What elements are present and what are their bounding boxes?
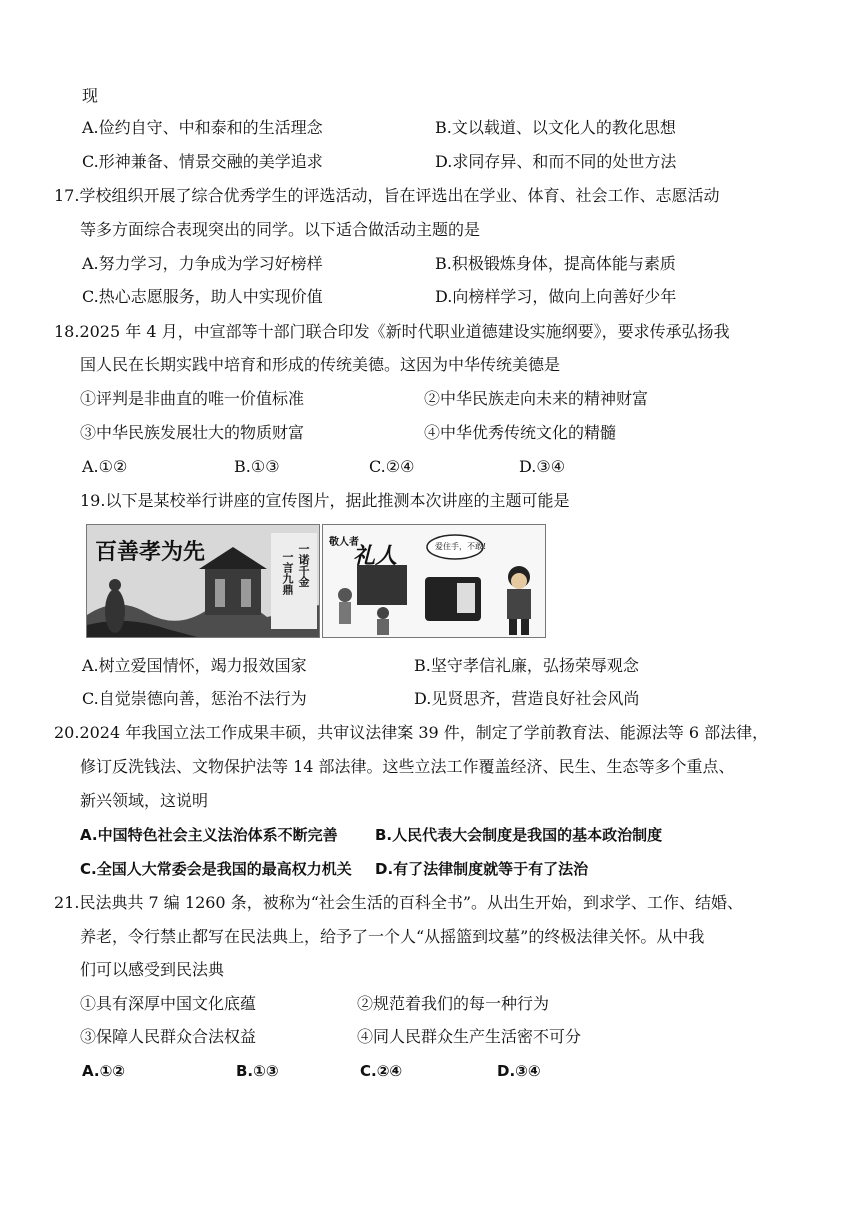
q21-item-1: ①具有深厚中国文化底蕴 — [80, 994, 257, 1013]
q20-option-d: D.有了法律制度就等于有了法治 — [375, 860, 589, 878]
q21-option-b: B.①③ — [236, 1062, 279, 1080]
q19-option-c: C.自觉崇德向善，惩治不法行为 — [82, 689, 307, 708]
q16-option-a: A.俭约自守、中和泰和的生活理念 — [82, 118, 323, 137]
q19-option-d: D.见贤思齐，营造良好社会风尚 — [414, 689, 640, 708]
q18-item-3: ③中华民族发展壮大的物质财富 — [80, 423, 305, 442]
q20-option-b: B.人民代表大会制度是我国的基本政治制度 — [375, 826, 663, 844]
q18-stem-line2: 国人民在长期实践中培育和形成的传统美德。这因为中华传统美德是 — [80, 355, 561, 374]
q17-option-d: D.向榜样学习，做向上向善好少年 — [435, 287, 677, 306]
promo-image-filial-piety — [86, 524, 320, 638]
q20-stem-line2: 修订反洗钱法、文物保护法等 14 部法律。这些立法工作覆盖经济、民生、生态等多个重点、 — [80, 757, 735, 776]
promo-image-1-title: 百善孝为先 — [95, 539, 206, 565]
q20-option-c: C.全国人大常委会是我国的最高权力机关 — [80, 860, 352, 878]
q16-option-d: D.求同存异、和而不同的处世方法 — [435, 152, 677, 171]
promo-image-2-title: 礼人 — [353, 543, 398, 569]
q21-option-c: C.②④ — [360, 1062, 403, 1080]
q20-option-a: A.中国特色社会主义法治体系不断完善 — [80, 826, 338, 844]
q20-stem-line1: 20.2024 年我国立法工作成果丰硕，共审议法律案 39 件，制定了学前教育法、能源法等 6 部法律， — [54, 723, 769, 742]
promo-image-2-small-text: 敬人者 — [329, 537, 359, 548]
q17-stem-line1: 17.学校组织开展了综合优秀学生的评选活动，旨在评选出在学业、体育、社会工作、志愿活动 — [54, 186, 720, 205]
q18-option-b: B.①③ — [234, 457, 280, 476]
q21-stem-line2: 养老，令行禁止都写在民法典上，给予了一个人“从摇篮到坟墓”的终极法律关怀。从中我 — [80, 927, 705, 946]
q21-option-d: D.③④ — [497, 1062, 541, 1080]
q21-item-3: ③保障人民群众合法权益 — [80, 1027, 257, 1046]
q18-stem-line1: 18.2025 年 4 月，中宣部等十部门联合印发《新时代职业道德建设实施纲要》，要求传承弘扬我 — [54, 322, 730, 341]
q18-item-2: ②中华民族走向未来的精神财富 — [424, 389, 649, 408]
q18-item-4: ④中华优秀传统文化的精髓 — [424, 423, 617, 442]
q16-option-c: C.形神兼备、情景交融的美学追求 — [82, 152, 323, 171]
q17-option-c: C.热心志愿服务，助人中实现价值 — [82, 287, 323, 306]
promo-image-1-side-text: 一诺千金 — [297, 543, 310, 587]
q21-option-a: A.①② — [82, 1062, 125, 1080]
q19-stem: 19.以下是某校举行讲座的宣传图片，据此推测本次讲座的主题可能是 — [80, 491, 570, 510]
q18-option-a: A.①② — [82, 457, 128, 476]
q21-stem-line1: 21.民法典共 7 编 1260 条，被称为“社会生活的百科全书”。从出生开始，到求学、工作、结婚、 — [54, 893, 744, 912]
q17-stem-line2: 等多方面综合表现突出的同学。以下适合做活动主题的是 — [80, 220, 481, 239]
q16-option-b: B.文以载道、以文化人的教化思想 — [435, 118, 676, 137]
q18-option-c: C.②④ — [369, 457, 415, 476]
q17-option-b: B.积极锻炼身体，提高体能与素质 — [435, 254, 676, 273]
q18-item-1: ①评判是非曲直的唯一价值标准 — [80, 389, 305, 408]
q20-stem-line3: 新兴领域，这说明 — [80, 791, 209, 810]
promo-image-courtesy — [322, 524, 546, 638]
promo-image-2-speech-bubble: 爱住手，不敢! — [435, 542, 487, 551]
promo-image-1-side-text-2: 一言九鼎 — [281, 551, 294, 595]
q21-stem-line3: 们可以感受到民法典 — [80, 960, 225, 979]
q21-item-2: ②规范着我们的每一种行为 — [357, 994, 550, 1013]
q16-continuation: 现 — [82, 86, 99, 105]
q21-item-4: ④同人民群众生产生活密不可分 — [357, 1027, 582, 1046]
q19-option-a: A.树立爱国情怀，竭力报效国家 — [82, 656, 307, 675]
q19-option-b: B.坚守孝信礼廉，弘扬荣辱观念 — [414, 656, 639, 675]
q18-option-d: D.③④ — [519, 457, 566, 476]
q17-option-a: A.努力学习，力争成为学习好榜样 — [82, 254, 323, 273]
